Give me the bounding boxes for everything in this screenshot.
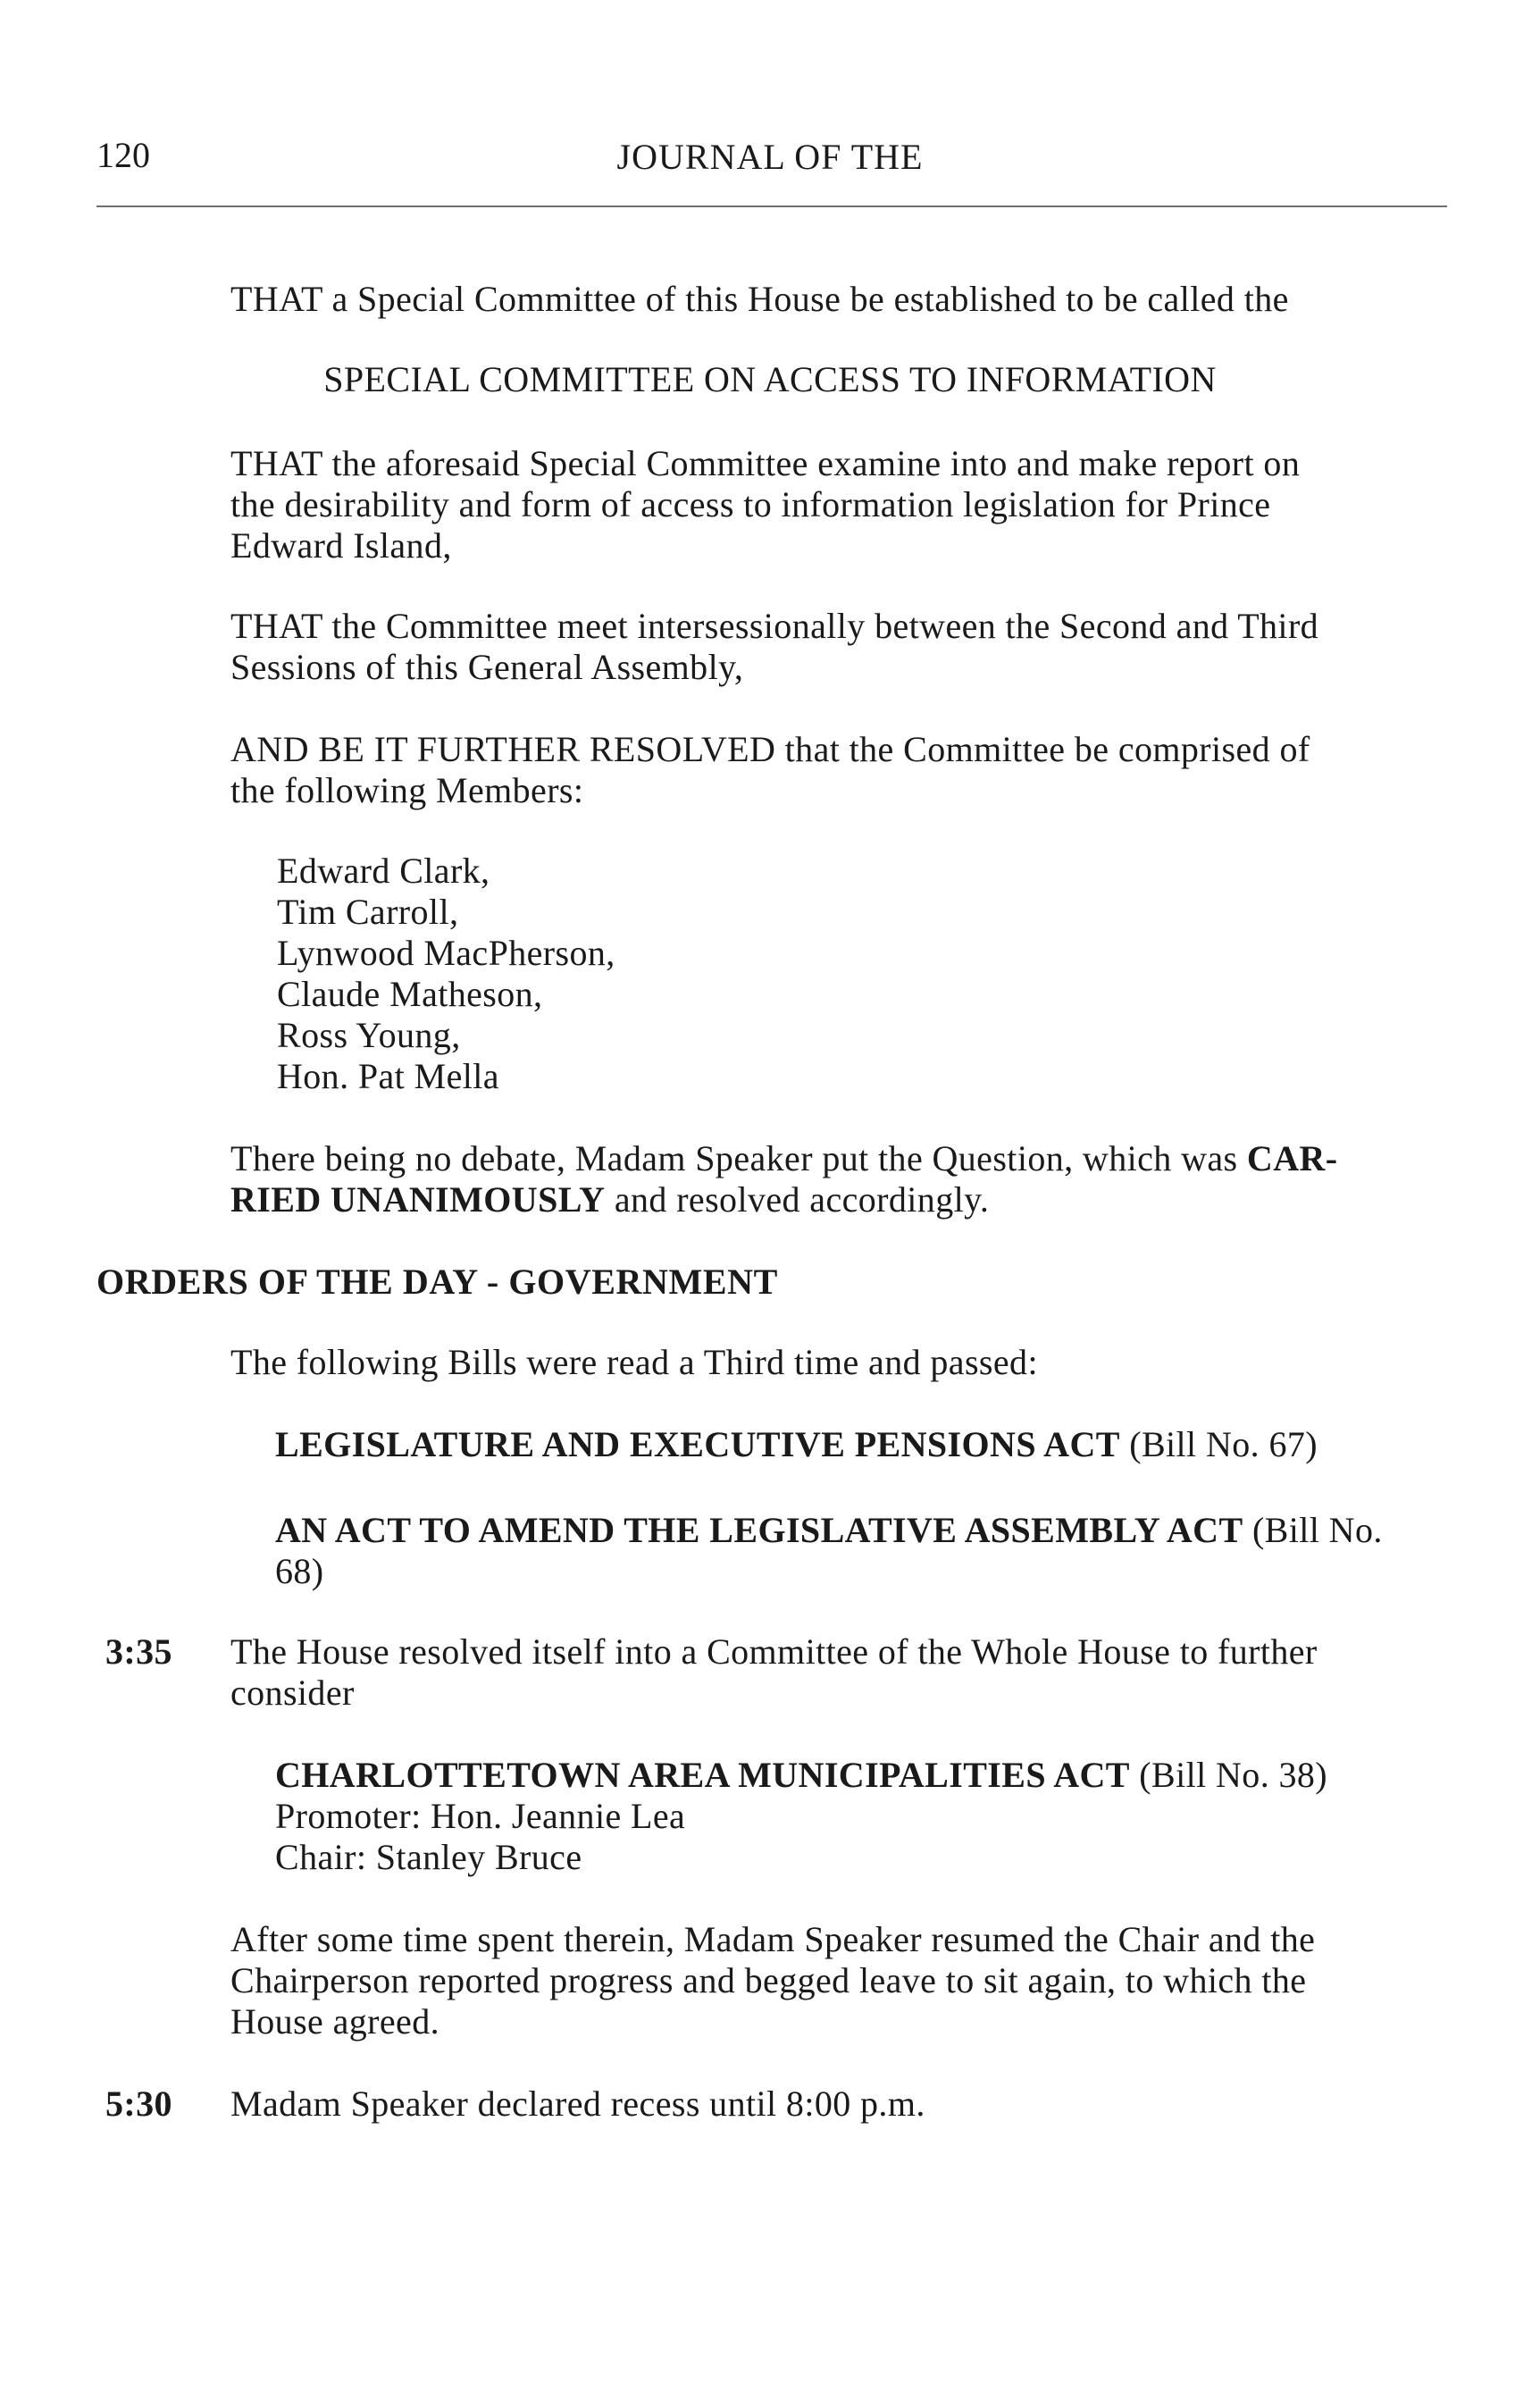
recess-line: Madam Speaker declared recess until 8:00 p.m.	[230, 2084, 925, 2124]
clause-1-line-2: the desirability and form of access to information legislation for Prince	[230, 484, 1271, 524]
progress-line-1: After some time spent therein, Madam Speaker resumed the Chair and the	[230, 1919, 1316, 1959]
bill-reference-continued: 68)	[275, 1551, 324, 1591]
member-item: Tim Carroll,	[277, 892, 459, 932]
member-item: Edward Clark,	[277, 851, 490, 891]
bills-intro: The following Bills were read a Third time and passed:	[230, 1342, 1038, 1382]
bill-title: LEGISLATURE AND EXECUTIVE PENSIONS ACT	[275, 1424, 1120, 1464]
bill-entry	[275, 1755, 1327, 1796]
member-item: Ross Young,	[277, 1015, 461, 1055]
bill-entry	[275, 1510, 1383, 1551]
time-stamp: 5:30	[105, 2084, 172, 2124]
result-line-1	[230, 1138, 1338, 1179]
member-item: Lynwood MacPherson,	[277, 933, 615, 973]
member-item: Claude Matheson,	[277, 974, 543, 1014]
time-stamp: 3:35	[105, 1631, 172, 1672]
page-number: 120	[96, 135, 150, 175]
result-emphasis: RIED UNANIMOUSLY	[230, 1179, 606, 1220]
chair-line: Chair: Stanley Bruce	[275, 1837, 582, 1877]
resolved-line-1: AND BE IT FURTHER RESOLVED that the Committee be comprised of	[230, 729, 1310, 769]
bill-reference: (Bill No.	[1251, 1510, 1383, 1550]
bill-title: AN ACT TO AMEND THE LEGISLATIVE ASSEMBLY ACT	[275, 1510, 1243, 1550]
bill-entry	[275, 1424, 1318, 1465]
bill-title: CHARLOTTETOWN AREA MUNICIPALITIES ACT	[275, 1755, 1130, 1795]
promoter-line: Promoter: Hon. Jeannie Lea	[275, 1796, 686, 1836]
clause-2-line-2: Sessions of this General Assembly,	[230, 647, 744, 687]
bill-reference: (Bill No. 38)	[1139, 1755, 1328, 1795]
result-line-2	[230, 1179, 989, 1220]
entry-line-2: consider	[230, 1673, 355, 1713]
clause-1-line-3: Edward Island,	[230, 525, 452, 566]
bill-reference: (Bill No. 67)	[1129, 1424, 1318, 1464]
result-text: and resolved accordingly.	[614, 1179, 990, 1220]
committee-name: SPECIAL COMMITTEE ON ACCESS TO INFORMATION	[323, 359, 1217, 399]
member-item: Hon. Pat Mella	[277, 1056, 499, 1096]
running-title: JOURNAL OF THE	[616, 137, 924, 177]
entry-line-1: The House resolved itself into a Committee of the Whole House to further	[230, 1631, 1318, 1672]
section-heading: ORDERS OF THE DAY - GOVERNMENT	[96, 1262, 778, 1302]
resolved-line-2: the following Members:	[230, 770, 584, 810]
header-rule	[96, 205, 1447, 207]
progress-line-3: House agreed.	[230, 2001, 439, 2042]
clause-2-line-1: THAT the Committee meet intersessionally between the Second and Third	[230, 606, 1319, 646]
progress-line-2: Chairperson reported progress and begged leave to sit again, to which the	[230, 1960, 1307, 2000]
result-text: There being no debate, Madam Speaker put the Question, which was	[230, 1138, 1238, 1178]
motion-intro: THAT a Special Committee of this House be established to be called the	[230, 279, 1289, 319]
result-emphasis: CAR-	[1246, 1138, 1338, 1178]
clause-1-line-1: THAT the aforesaid Special Committee examine into and make report on	[230, 443, 1301, 483]
